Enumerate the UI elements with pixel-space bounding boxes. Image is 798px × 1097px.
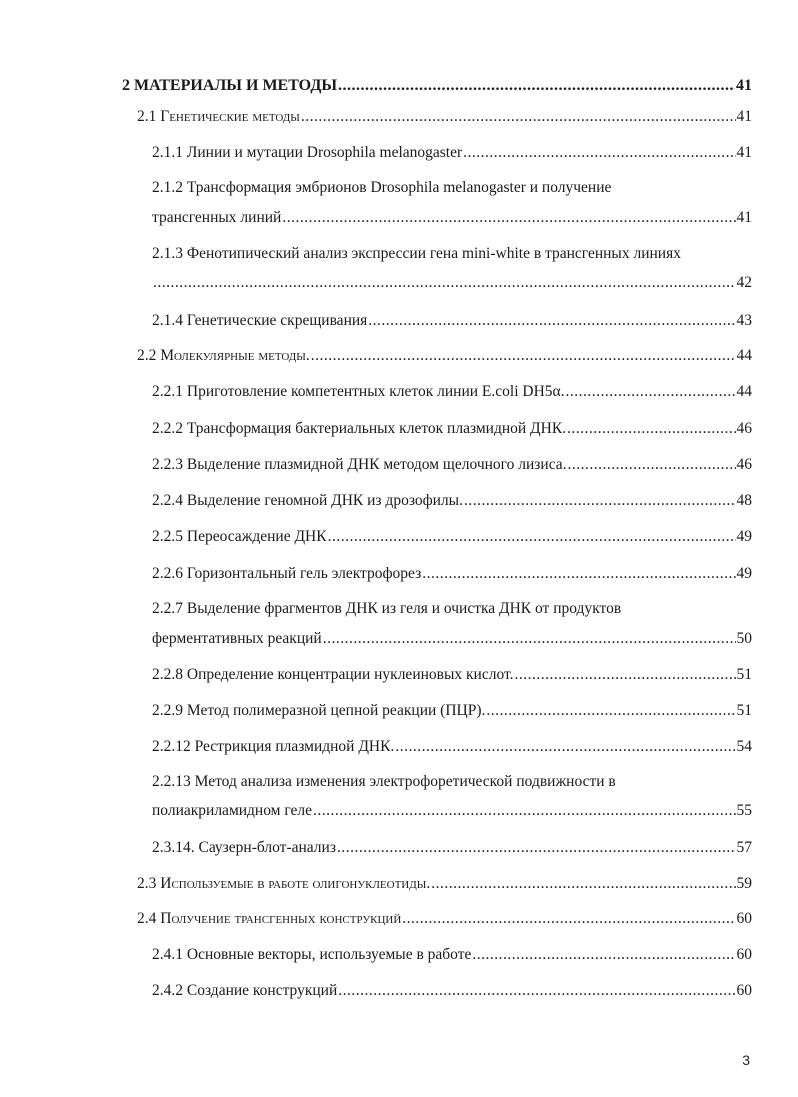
toc-leader-dots: [422, 564, 735, 584]
toc-entry-2-1-3: [152, 273, 752, 293]
toc-entry-page: 44: [736, 383, 752, 400]
toc-entry-page: 44: [736, 347, 752, 364]
toc-section-2-3: [137, 874, 752, 894]
toc-entry-page: 41: [736, 209, 752, 226]
toc-entry-2-2-13: [152, 801, 752, 821]
toc-entry-page: 51: [736, 702, 752, 719]
toc-entry-2-2-6: [152, 564, 752, 584]
toc-entry-label: 2.2.5 Переосаждение ДНК: [152, 528, 327, 545]
toc-leader-dots: [301, 107, 736, 127]
toc-entry-2-4-1: [152, 945, 752, 965]
toc-entry-page: 50: [736, 630, 752, 647]
toc-leader-dots: [431, 874, 735, 894]
toc-entry-label: 2.1 Генетические методы: [137, 108, 300, 125]
toc-leader-dots: [568, 455, 736, 475]
toc-entry-page: 42: [736, 274, 752, 291]
toc-entry-page: 60: [736, 946, 752, 963]
toc-leader-dots: [567, 419, 735, 439]
toc-entry-2-2-1: [152, 382, 752, 402]
toc-entry-2-4-2: [152, 981, 752, 1001]
toc-entry-2-2-12: [152, 737, 752, 757]
toc-entry-page: 54: [736, 738, 752, 755]
toc-entry-page: 41: [736, 144, 752, 161]
toc-section-2-2: [137, 346, 752, 366]
toc-entry-2-2-4: [152, 491, 752, 511]
toc-entry-2-2-9: [152, 701, 752, 721]
toc-leader-dots: [282, 208, 735, 228]
toc-entry-label: 2.2.12 Рестрикция плазмидной ДНК.: [152, 738, 395, 755]
toc-leader-dots: [311, 346, 736, 366]
toc-entry-label: 2.4.2 Создание конструкций: [152, 982, 338, 999]
toc-entry-2-2-5: [152, 527, 752, 547]
toc-entry-label: 2.2.2 Трансформация бактериальных клеток плазмидной ДНК.: [152, 420, 567, 437]
toc-entry-label: ферментативных реакций: [152, 630, 322, 647]
toc-leader-dots: [337, 838, 736, 858]
toc-entry-label: 2.2.9 Метод полимеразной цепной реакции (ПЦР).: [152, 702, 486, 719]
toc-leader-dots: [472, 945, 735, 965]
toc-section-2-4: [137, 909, 752, 929]
toc-entry-2-3-14: [152, 838, 752, 858]
toc-entry-label: трансгенных линий: [152, 209, 282, 226]
toc-leader-dots: [323, 629, 736, 649]
toc-entry-page: 49: [736, 565, 752, 582]
toc-entry-2-2-8: [152, 665, 752, 685]
toc-entry-page: 55: [736, 802, 752, 819]
toc-leader-dots: [464, 491, 736, 511]
toc-entry-label: 2.3 Используемые в работе олигонуклеотиды.: [137, 875, 431, 892]
toc-leader-dots: [486, 701, 735, 721]
toc-entry-page: 59: [736, 875, 752, 892]
toc-entry-page: 49: [736, 528, 752, 545]
toc-entry-page: 51: [736, 666, 752, 683]
toc-entry-2-1-1: [152, 143, 752, 163]
toc-entry-2-1-4: [152, 311, 752, 331]
toc-entry-label: 2.3.14. Саузерн-блот-анализ: [152, 839, 336, 856]
toc-leader-dots: [395, 737, 735, 757]
toc-entry-2-2-2: [152, 419, 752, 439]
toc-entry-label: 2.2.3 Выделение плазмидной ДНК методом щелочного лизиса.: [152, 456, 567, 473]
toc-leader-dots: [328, 527, 736, 547]
toc-leader-dots: [402, 909, 735, 929]
toc-leader-dots: [153, 273, 736, 293]
toc-entry-label: 2.2.6 Горизонтальный гель электрофорез: [152, 565, 422, 582]
toc-entry-label: 2 МАТЕРИАЛЫ И МЕТОДЫ: [122, 77, 338, 94]
toc-leader-dots: [514, 665, 735, 685]
toc-entry-label: 2.1.1 Линии и мутации Drosophila melanogaster: [152, 144, 463, 161]
toc-entry-page: 46: [736, 456, 752, 473]
toc-entry-label: 2.1.4 Генетические скрещивания: [152, 312, 368, 329]
toc-leader-dots: [566, 382, 736, 402]
toc-entry-page: 60: [736, 982, 752, 999]
toc-entry-label: 2.2.1 Приготовление компетентных клеток линии E.coli DH5α.: [152, 383, 565, 400]
toc-entry-page: 43: [736, 312, 752, 329]
toc-entry-label: 2.4 Получение трансгенных конструкций: [137, 910, 402, 927]
toc-entry-2-1-2-line1: 2.1.2 Трансформация эмбрионов Drosophila melanogaster и получение: [152, 179, 612, 196]
toc-entry-page: 41: [736, 77, 752, 94]
toc-leader-dots: [368, 311, 735, 331]
toc-entry-2-1-2: [152, 208, 752, 228]
toc-entry-label: полиакриламидном геле: [152, 802, 313, 819]
toc-section-2-1: [137, 107, 752, 127]
toc-entry-page: 57: [736, 839, 752, 856]
toc-leader-dots: [463, 143, 735, 163]
toc-entry-2-2-13-line1: 2.2.13 Метод анализа изменения электрофоретической подвижности в: [152, 773, 616, 790]
toc-entry-page: 60: [736, 910, 752, 927]
toc-chapter-2: [122, 76, 752, 96]
toc-leader-dots: [338, 981, 735, 1001]
toc-entry-2-2-7: [152, 629, 752, 649]
toc-entry-2-2-7-line1: 2.2.7 Выделение фрагментов ДНК из геля и очистка ДНК от продуктов: [152, 600, 622, 617]
toc-entry-2-2-3: [152, 455, 752, 475]
toc-entry-label: 2.2.4 Выделение геномной ДНК из дрозофилы.: [152, 492, 463, 509]
toc-entry-page: 48: [736, 492, 752, 509]
toc-leader-dots: [313, 801, 735, 821]
toc-entry-label: 2.2 Молекулярные методы.: [137, 347, 310, 364]
toc-entry-2-1-3-line1: 2.1.3 Фенотипический анализ экспрессии гена mini-white в трансгенных линиях: [152, 245, 681, 262]
page-number: 3: [742, 1052, 750, 1068]
toc-leader-dots: [338, 76, 735, 96]
toc-entry-page: 46: [736, 420, 752, 437]
toc-entry-label: 2.2.8 Определение концентрации нуклеиновых кислот.: [152, 666, 514, 683]
toc-entry-label: 2.4.1 Основные векторы, используемые в работе: [152, 946, 472, 963]
toc-entry-page: 41: [736, 108, 752, 125]
